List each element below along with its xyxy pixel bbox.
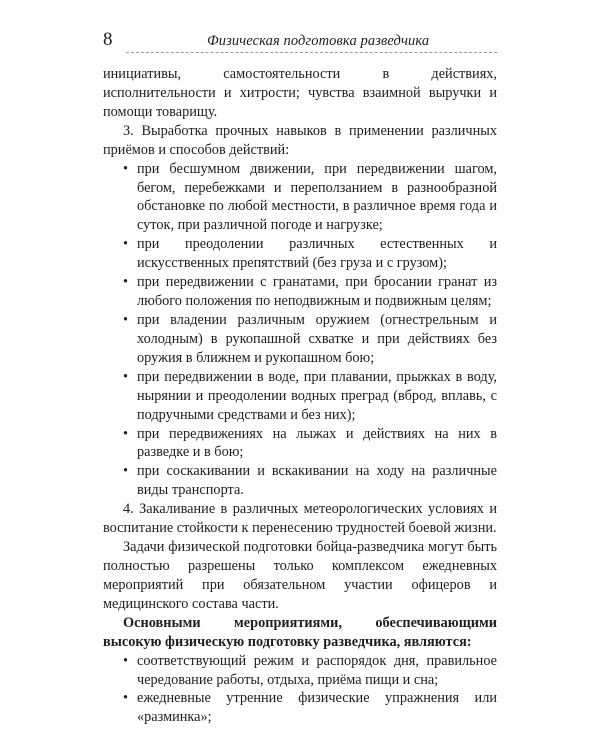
bullet-mark: • — [123, 463, 129, 480]
list-item — [123, 235, 497, 273]
list-item — [123, 160, 497, 236]
continuation-paragraph: инициативы, самостоятельности в действиях, исполнительности и хитрости; чувства взаимной выручки и помощи товарищу. — [103, 66, 497, 120]
bullet-mark: • — [123, 274, 129, 291]
page-body — [103, 65, 497, 727]
list-item-text: при передвижениях на лыжах и действиях на них в разведке и в бою; — [137, 425, 497, 461]
bullet-mark: • — [123, 160, 129, 177]
bullet-mark: • — [123, 368, 129, 385]
list-item — [123, 311, 497, 368]
list-item-text: при соскакивании и вскакивании на ходу на различные виды транспорта. — [137, 463, 497, 499]
list-item — [123, 462, 497, 500]
list-item-text: при бесшумном движении, при передвижении шагом, бегом, перебежками и переползанием в разнообразной обстановке по любой местности, в различное время года и суток, при различной погоде и нагрузке; — [137, 160, 497, 234]
list-item — [123, 273, 497, 311]
list-item — [123, 652, 497, 690]
list-item-text: при передвижении с гранатами, при бросании гранат из любого положения по неподвижным и подвижным целям; — [137, 274, 497, 310]
item-3-bullet-list — [103, 160, 497, 501]
bullet-mark: • — [123, 236, 129, 253]
measures-bullet-list — [103, 652, 497, 728]
item-4-paragraph: 4. Закаливание в различных метеорологических условиях и воспитание стойкости к перенесению трудностей боевой жизни. — [103, 501, 497, 537]
bullet-mark: • — [123, 652, 129, 669]
bullet-mark: • — [123, 311, 129, 328]
page-number: 8 — [103, 29, 113, 50]
list-item — [123, 368, 497, 425]
item-3-intro: 3. Выработка прочных навыков в применении различных приёмов и способов действий: — [103, 122, 497, 158]
list-item-text: соответствующий режим и распорядок дня, правильное чередование работы, отдыха, приёма пищи и сна; — [137, 652, 497, 688]
list-item-text: при передвижении в воде, при плавании, прыжках в воду, нырянии и преодолении водных преград (вброд, вплавь, с подручными средствами и без них); — [137, 368, 497, 423]
tasks-paragraph: Задачи физической подготовки бойца-разведчика могут быть полностью разрешены только комплексом ежедневных мероприятий при обязательном участии офицеров и медицинского состава части. — [103, 539, 497, 612]
measures-heading: Основными мероприятиями, обеспечивающими высокую физическую подготовку разведчика, являются: — [103, 614, 497, 650]
list-item — [123, 689, 497, 727]
list-item — [123, 425, 497, 463]
page-header — [103, 29, 497, 53]
list-item-text: ежедневные утренние физические упражнения или «разминка»; — [137, 690, 497, 726]
running-title: Физическая подготовка разведчика — [207, 33, 430, 49]
list-item-text: при владении различным оружием (огнестрельным и холодным) в рукопашной схватке и при действиях без оружия в ближнем и рукопашном бою; — [137, 311, 497, 366]
header-rule — [126, 52, 497, 53]
bullet-mark: • — [123, 425, 129, 442]
bullet-mark: • — [123, 690, 129, 707]
list-item-text: при преодолении различных естественных и искусственных препятствий (без груза и с грузом); — [137, 236, 497, 272]
